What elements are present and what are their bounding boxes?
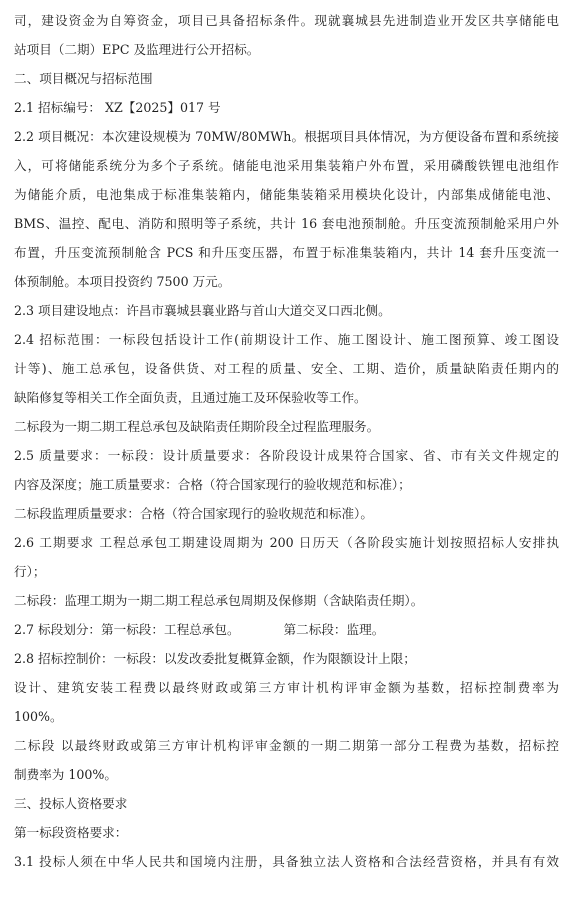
paragraph-line: 行）；: [14, 564, 46, 579]
paragraph-line: 2.8 招标控制价：一标段：以发改委批复概算金额，作为限额设计上限；: [14, 651, 416, 666]
paragraph-line: 二标段 以最终财政或第三方审计机构评审金额的一期二期第一部分工程费为基数，招标控: [14, 738, 559, 753]
section-one-text: 2.7 标段划分：第一标段：工程总承包。: [14, 622, 240, 637]
subsection-heading: 第一标段资格要求：: [14, 825, 128, 840]
document-body: [14, 6, 559, 876]
paragraph-line: 布置，升压变流预制舱含 PCS 和升压变压器，布置于标准集装箱内，共计 14 套升压变流一: [14, 245, 559, 260]
paragraph-line: 100%。: [14, 709, 63, 724]
section-heading: 二、项目概况与招标范围: [14, 71, 153, 86]
paragraph-line: 内容及深度；施工质量要求：合格（符合国家现行的验收规范和标准）；: [14, 477, 411, 492]
paragraph-line: 入，可将储能系统分为多个子系统。储能电池采用集装箱户外布置，采用磷酸铁锂电池组作: [14, 158, 559, 173]
paragraph-line: 二标段：监理工期为一期二期工程总承包周期及保修期（含缺陷责任期）。: [14, 593, 424, 608]
section-two-text: 第二标段：监理。: [283, 622, 385, 637]
paragraph-line: BMS、温控、配电、消防和照明等子系统，共计 16 套电池预制舱。升压变流预制舱采用户外: [14, 216, 559, 231]
paragraph-line: 缺陷修复等相关工作全面负责，且通过施工及环保验收等工作。: [14, 390, 367, 405]
paragraph-line: 2.5 质量要求：一标段：设计质量要求：各阶段设计成果符合国家、省、市有关文件规定的: [14, 448, 559, 463]
paragraph-line: 设计、建筑安装工程费以最终财政或第三方审计机构评审金额为基数，招标控制费率为: [14, 680, 559, 695]
paragraph-line: 站项目（二期）EPC 及监理进行公开招标。: [14, 42, 260, 57]
paragraph-line: 2.3 项目建设地点：许昌市襄城县襄业路与首山大道交叉口西北侧。: [14, 303, 391, 318]
paragraph-line: 3.1 投标人须在中华人民共和国境内注册，具备独立法人资格和合法经营资格，并具有有效: [14, 854, 559, 869]
paragraph-line: 二标段为一期二期工程总承包及缺陷责任期阶段全过程监理服务。: [14, 419, 380, 434]
section-heading: 三、投标人资格要求: [14, 796, 128, 811]
tender-number-line: 2.1 招标编号： XZ【2025】017 号: [14, 100, 221, 115]
paragraph-line: 二标段监理质量要求：合格（符合国家现行的验收规范和标准）。: [14, 506, 373, 521]
paragraph-line: 2.6 工期要求 工程总承包工期建设周期为 200 日历天（各阶段实施计划按照招标人安排执: [14, 535, 559, 550]
paragraph-line: 制费率为 100%。: [14, 767, 117, 782]
paragraph-line: 计等)、施工总承包，设备供货、对工程的质量、安全、工期、造价，质量缺陷责任期内的: [14, 361, 559, 376]
paragraph-line: 2.2 项目概况：本次建设规模为 70MW/80MWh。根据项目具体情况，为方便设备布置和系统接: [14, 129, 559, 144]
paragraph-line: 司，建设资金为自筹资金，项目已具备招标条件。现就襄城县先进制造业开发区共享储能电: [14, 13, 559, 28]
section-division-line: [14, 615, 559, 644]
paragraph-line: 体预制舱。本项目投资约 7500 万元。: [14, 274, 231, 289]
paragraph-line: 为储能介质，电池集成于标准集装箱内，储能集装箱采用模块化设计，内部集成储能电池、: [14, 187, 559, 202]
paragraph-line: 2.4 招标范围：一标段包括设计工作(前期设计工作、施工图设计、施工图预算、竣工图设: [14, 332, 559, 347]
